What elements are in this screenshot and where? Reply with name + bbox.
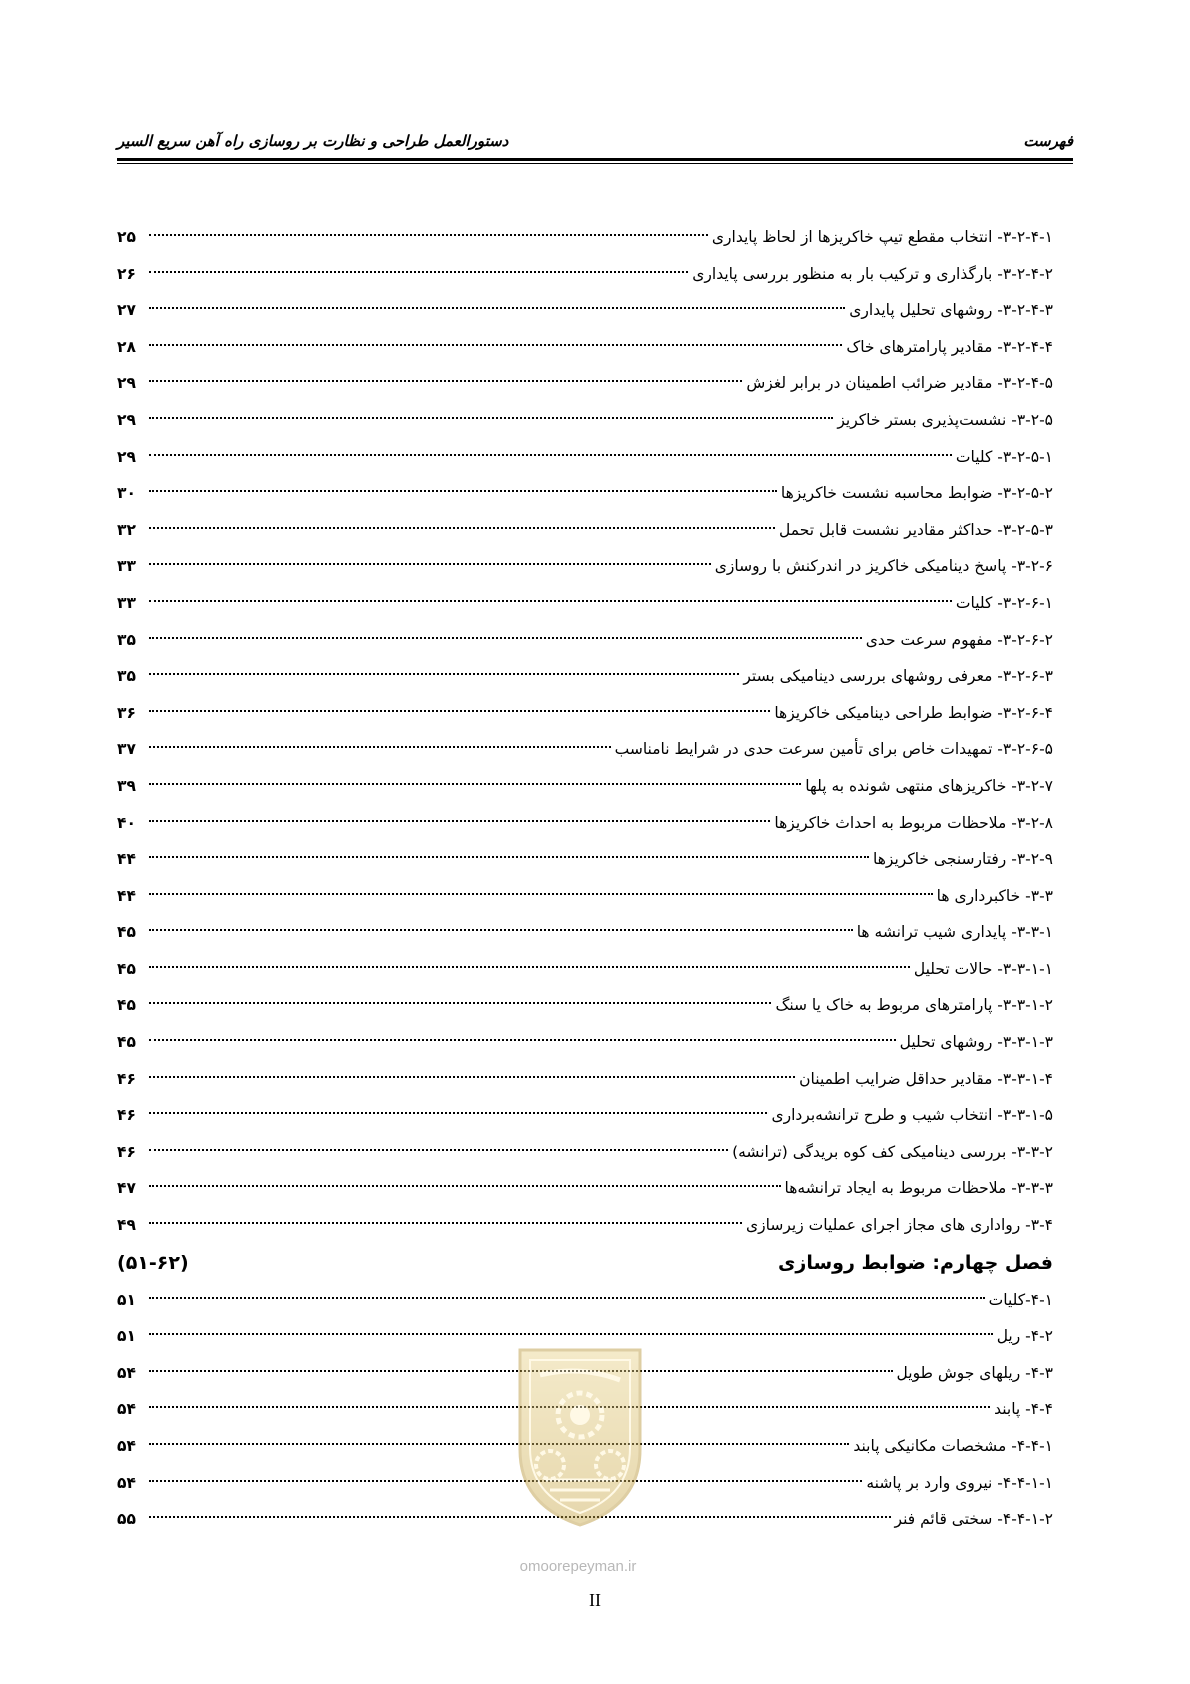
- toc-entry-page: ۴۶: [117, 1069, 136, 1088]
- toc-entry-page: ۵۴: [117, 1363, 136, 1382]
- toc-entry: [117, 695, 1053, 732]
- toc-entry-page: ۴۵: [117, 959, 136, 978]
- toc-entry-title: ۳-۳-۱-۱- حالات تحلیل: [913, 959, 1053, 978]
- chapter-heading-row: [117, 1244, 1053, 1282]
- toc-entry-title: ۳-۲-۶-۱- کلیات: [955, 593, 1053, 612]
- toc-entry-page: ۴۰: [117, 813, 136, 832]
- toc-entry: [117, 329, 1053, 366]
- toc-entry-title: ۳-۳-۱-۵- انتخاب شیب و طرح ترانشه‌برداری: [771, 1106, 1053, 1125]
- toc-entry-page: ۴۴: [117, 886, 136, 905]
- dot-leader: [149, 490, 777, 492]
- toc-entry-page: ۲۷: [117, 301, 136, 320]
- toc-entry-page: ۴۵: [117, 1033, 136, 1052]
- toc-entry: [117, 1282, 1053, 1319]
- chapter-title: فصل چهارم: ضوابط روسازی: [778, 1251, 1053, 1274]
- toc-entry: [117, 402, 1053, 439]
- toc-entry-page: ۴۶: [117, 1142, 136, 1161]
- toc-entry-title: ۳-۲-۴-۱- انتخاب مقطع تیپ خاکریزها از لحاظ پایداری: [711, 228, 1053, 246]
- dot-leader: [149, 820, 770, 822]
- toc-entry-page: ۴۵: [117, 996, 136, 1015]
- header-document-title: دستورالعمل طراحی و نظارت بر روسازی راه آهن سریع السیر: [117, 132, 509, 150]
- toc-entry: [117, 1061, 1053, 1098]
- dot-leader: [149, 929, 853, 931]
- toc-entry-title: ۳-۲-۶- پاسخ دینامیکی خاکریز در اندرکنش با روسازی: [714, 557, 1053, 576]
- toc-entry: [117, 731, 1053, 768]
- dot-leader: [149, 1149, 728, 1151]
- toc-entry: [117, 987, 1053, 1024]
- dot-leader: [149, 1222, 742, 1224]
- dot-leader: [149, 1002, 771, 1004]
- toc-entry-title: ۳-۳-۱-۲- پارامترهای مربوط به خاک یا سنگ: [775, 996, 1053, 1015]
- toc-entry-page: ۲۹: [117, 410, 136, 429]
- toc-entry: [117, 439, 1053, 476]
- toc-entry-title: ۳-۳-۳- ملاحظات مربوط به ایجاد ترانشه‌ها: [784, 1179, 1053, 1198]
- toc-entry: [117, 768, 1053, 805]
- dot-leader: [149, 673, 739, 675]
- toc-entry-page: ۳۳: [117, 557, 136, 576]
- toc-entry: [117, 1097, 1053, 1134]
- toc-entry-page: ۴۷: [117, 1179, 136, 1198]
- toc-entry: [117, 512, 1053, 549]
- toc-entry-title: ۳-۴- رواداری های مجاز اجرای عملیات زیرسازی: [746, 1216, 1053, 1235]
- toc-entry-title: ۳-۲-۴-۴- مقادیر پارامترهای خاک: [846, 337, 1053, 356]
- chapter-page-range: (۵۱-۶۲): [117, 1251, 189, 1274]
- toc-entry: [117, 1207, 1053, 1244]
- toc-entry-title: ۴-۴-۱- مشخصات مکانیکی پابند: [853, 1437, 1053, 1455]
- toc-entry-title: ۴-۴-۱-۲- سختی قائم فنر: [894, 1510, 1053, 1529]
- toc-entry-page: ۵۴: [117, 1473, 136, 1492]
- watermark-logo: [500, 1330, 660, 1530]
- toc-entry: [117, 548, 1053, 585]
- toc-entry-title: ۳-۳-۱-۳- روشهای تحلیل: [899, 1033, 1053, 1052]
- watermark-url: omoorepeyman.ir: [519, 1558, 637, 1575]
- dot-leader: [149, 234, 708, 236]
- toc-entry: [117, 841, 1053, 878]
- dot-leader: [149, 600, 952, 602]
- dot-leader: [149, 454, 952, 456]
- dot-leader: [149, 1185, 781, 1187]
- dot-leader: [149, 380, 742, 382]
- toc-entry-page: ۵۴: [117, 1437, 136, 1455]
- dot-leader: [149, 307, 845, 309]
- toc-entry-page: ۵۴: [117, 1400, 136, 1419]
- running-header: [117, 130, 1073, 156]
- dot-leader: [149, 344, 842, 346]
- dot-leader: [149, 893, 933, 895]
- toc-entry-title: ۳-۲-۵-۳- حداکثر مقادیر نشست قابل تحمل: [779, 520, 1053, 539]
- dot-leader: [149, 856, 869, 858]
- toc-entry-title: ۳-۳-۲- بررسی دینامیکی کف کوه بریدگی (ترانشه): [732, 1142, 1053, 1161]
- toc-entry-page: ۴۶: [117, 1106, 136, 1125]
- toc-entry-page: ۲۹: [117, 447, 136, 466]
- toc-entry-page: ۳۵: [117, 630, 136, 649]
- toc-entry-page: ۳۶: [117, 703, 136, 722]
- dot-leader: [149, 1297, 985, 1299]
- toc-entry: [117, 951, 1053, 988]
- toc-entry: [117, 365, 1053, 402]
- header-rule-thin: [117, 163, 1073, 164]
- toc-entry: [117, 1170, 1053, 1207]
- toc-entry-title: ۴-۲- ریل: [996, 1327, 1053, 1346]
- toc-entry-title: ۳-۲-۹- رفتارسنجی خاکریزها: [873, 850, 1053, 869]
- toc-entry-page: ۵۱: [117, 1290, 136, 1309]
- toc-entry-title: ۳-۲-۸- ملاحظات مربوط به احداث خاکریزها: [774, 813, 1053, 832]
- toc-entry-title: ۳-۲-۵-۲- ضوابط محاسبه نشست خاکریزها: [780, 484, 1053, 503]
- header-rule: [117, 158, 1073, 161]
- toc-entry-page: ۳۲: [117, 520, 136, 539]
- dot-leader: [149, 1112, 767, 1114]
- dot-leader: [149, 783, 801, 785]
- toc-entry: [117, 256, 1053, 293]
- toc-entry-title: ۳-۲-۶-۴- ضوابط طراحی دینامیکی خاکریزها: [774, 703, 1053, 722]
- toc-group-chapter-3: [117, 219, 1053, 1244]
- toc-entry: [117, 1134, 1053, 1171]
- toc-entry-page: ۳۰: [117, 484, 136, 503]
- toc-entry-title: ۳-۳-۱-۴- مقادیر حداقل ضرایب اطمینان: [799, 1069, 1053, 1088]
- toc-entry-title: ۳-۳- خاکبرداری ها: [936, 886, 1053, 905]
- dot-leader: [149, 527, 775, 529]
- toc-entry-page: ۲۸: [117, 337, 136, 356]
- toc-entry-title: ۳-۲-۵-۱- کلیات: [955, 447, 1053, 466]
- toc-entry-page: ۴۵: [117, 923, 136, 942]
- toc-entry-page: ۲۹: [117, 374, 136, 393]
- toc-entry-page: ۵۵: [117, 1510, 136, 1529]
- toc-entry-title: ۳-۲-۴-۵- مقادیر ضرائب اطمینان در برابر لغزش: [746, 374, 1053, 393]
- dot-leader: [149, 1039, 896, 1041]
- toc-entry-page: ۴۹: [117, 1216, 136, 1235]
- toc-entry-title: ۳-۲-۷- خاکریزهای منتهی شونده به پلها: [805, 776, 1053, 795]
- toc-entry: [117, 219, 1053, 256]
- toc-entry-title: ۴-۱-کلیات: [988, 1290, 1053, 1309]
- toc-entry-title: ۴-۳- ریلهای جوش طویل: [896, 1363, 1053, 1382]
- toc-entry-page: ۳۷: [117, 740, 136, 759]
- toc-entry-page: ۳۳: [117, 593, 136, 612]
- dot-leader: [149, 417, 833, 419]
- dot-leader: [149, 1076, 795, 1078]
- page-number: II: [589, 1590, 601, 1610]
- toc-entry-page: ۲۶: [117, 264, 136, 283]
- toc-entry: [117, 585, 1053, 622]
- toc-entry: [117, 878, 1053, 915]
- toc-entry-title: ۳-۲-۶-۳- معرفی روشهای بررسی دینامیکی بستر: [743, 667, 1053, 686]
- toc-entry: [117, 292, 1053, 329]
- toc-entry: [117, 914, 1053, 951]
- toc-entry-page: ۳۵: [117, 667, 136, 686]
- toc-entry-title: ۳-۳-۱- پایداری شیب ترانشه ها: [856, 923, 1053, 942]
- dot-leader: [149, 637, 862, 639]
- toc-entry: [117, 622, 1053, 659]
- toc-entry-title: ۴-۴-۱-۱- نیروی وارد بر پاشنه: [866, 1473, 1053, 1492]
- toc-entry-title: ۳-۲-۶-۲- مفهوم سرعت حدی: [865, 630, 1053, 649]
- toc-entry-title: ۳-۲-۵- نشست‌پذیری بستر خاکریز: [837, 410, 1053, 429]
- dot-leader: [149, 966, 910, 968]
- dot-leader: [149, 563, 711, 565]
- dot-leader: [149, 710, 770, 712]
- toc-entry-page: ۴۴: [117, 850, 136, 869]
- toc-entry-title: ۳-۲-۴-۳- روشهای تحلیل پایداری: [849, 301, 1053, 320]
- toc-entry-page: ۳۹: [117, 776, 136, 795]
- toc-entry-page: ۲۵: [117, 228, 136, 246]
- toc-entry-title: ۴-۴- پابند: [994, 1400, 1053, 1419]
- header-section-name: فهرست: [1023, 132, 1073, 150]
- toc-entry: [117, 475, 1053, 512]
- dot-leader: [149, 746, 611, 748]
- toc-entry: [117, 658, 1053, 695]
- toc-entry-title: ۳-۲-۶-۵- تمهیدات خاص برای تأمین سرعت حدی در شرایط نامناسب: [614, 740, 1053, 759]
- toc-entry: [117, 805, 1053, 842]
- toc-entry-page: ۵۱: [117, 1327, 136, 1346]
- toc-entry: [117, 1024, 1053, 1061]
- toc-entry-title: ۳-۲-۴-۲- بارگذاری و ترکیب بار به منظور بررسی پایداری: [692, 264, 1053, 283]
- dot-leader: [149, 271, 688, 273]
